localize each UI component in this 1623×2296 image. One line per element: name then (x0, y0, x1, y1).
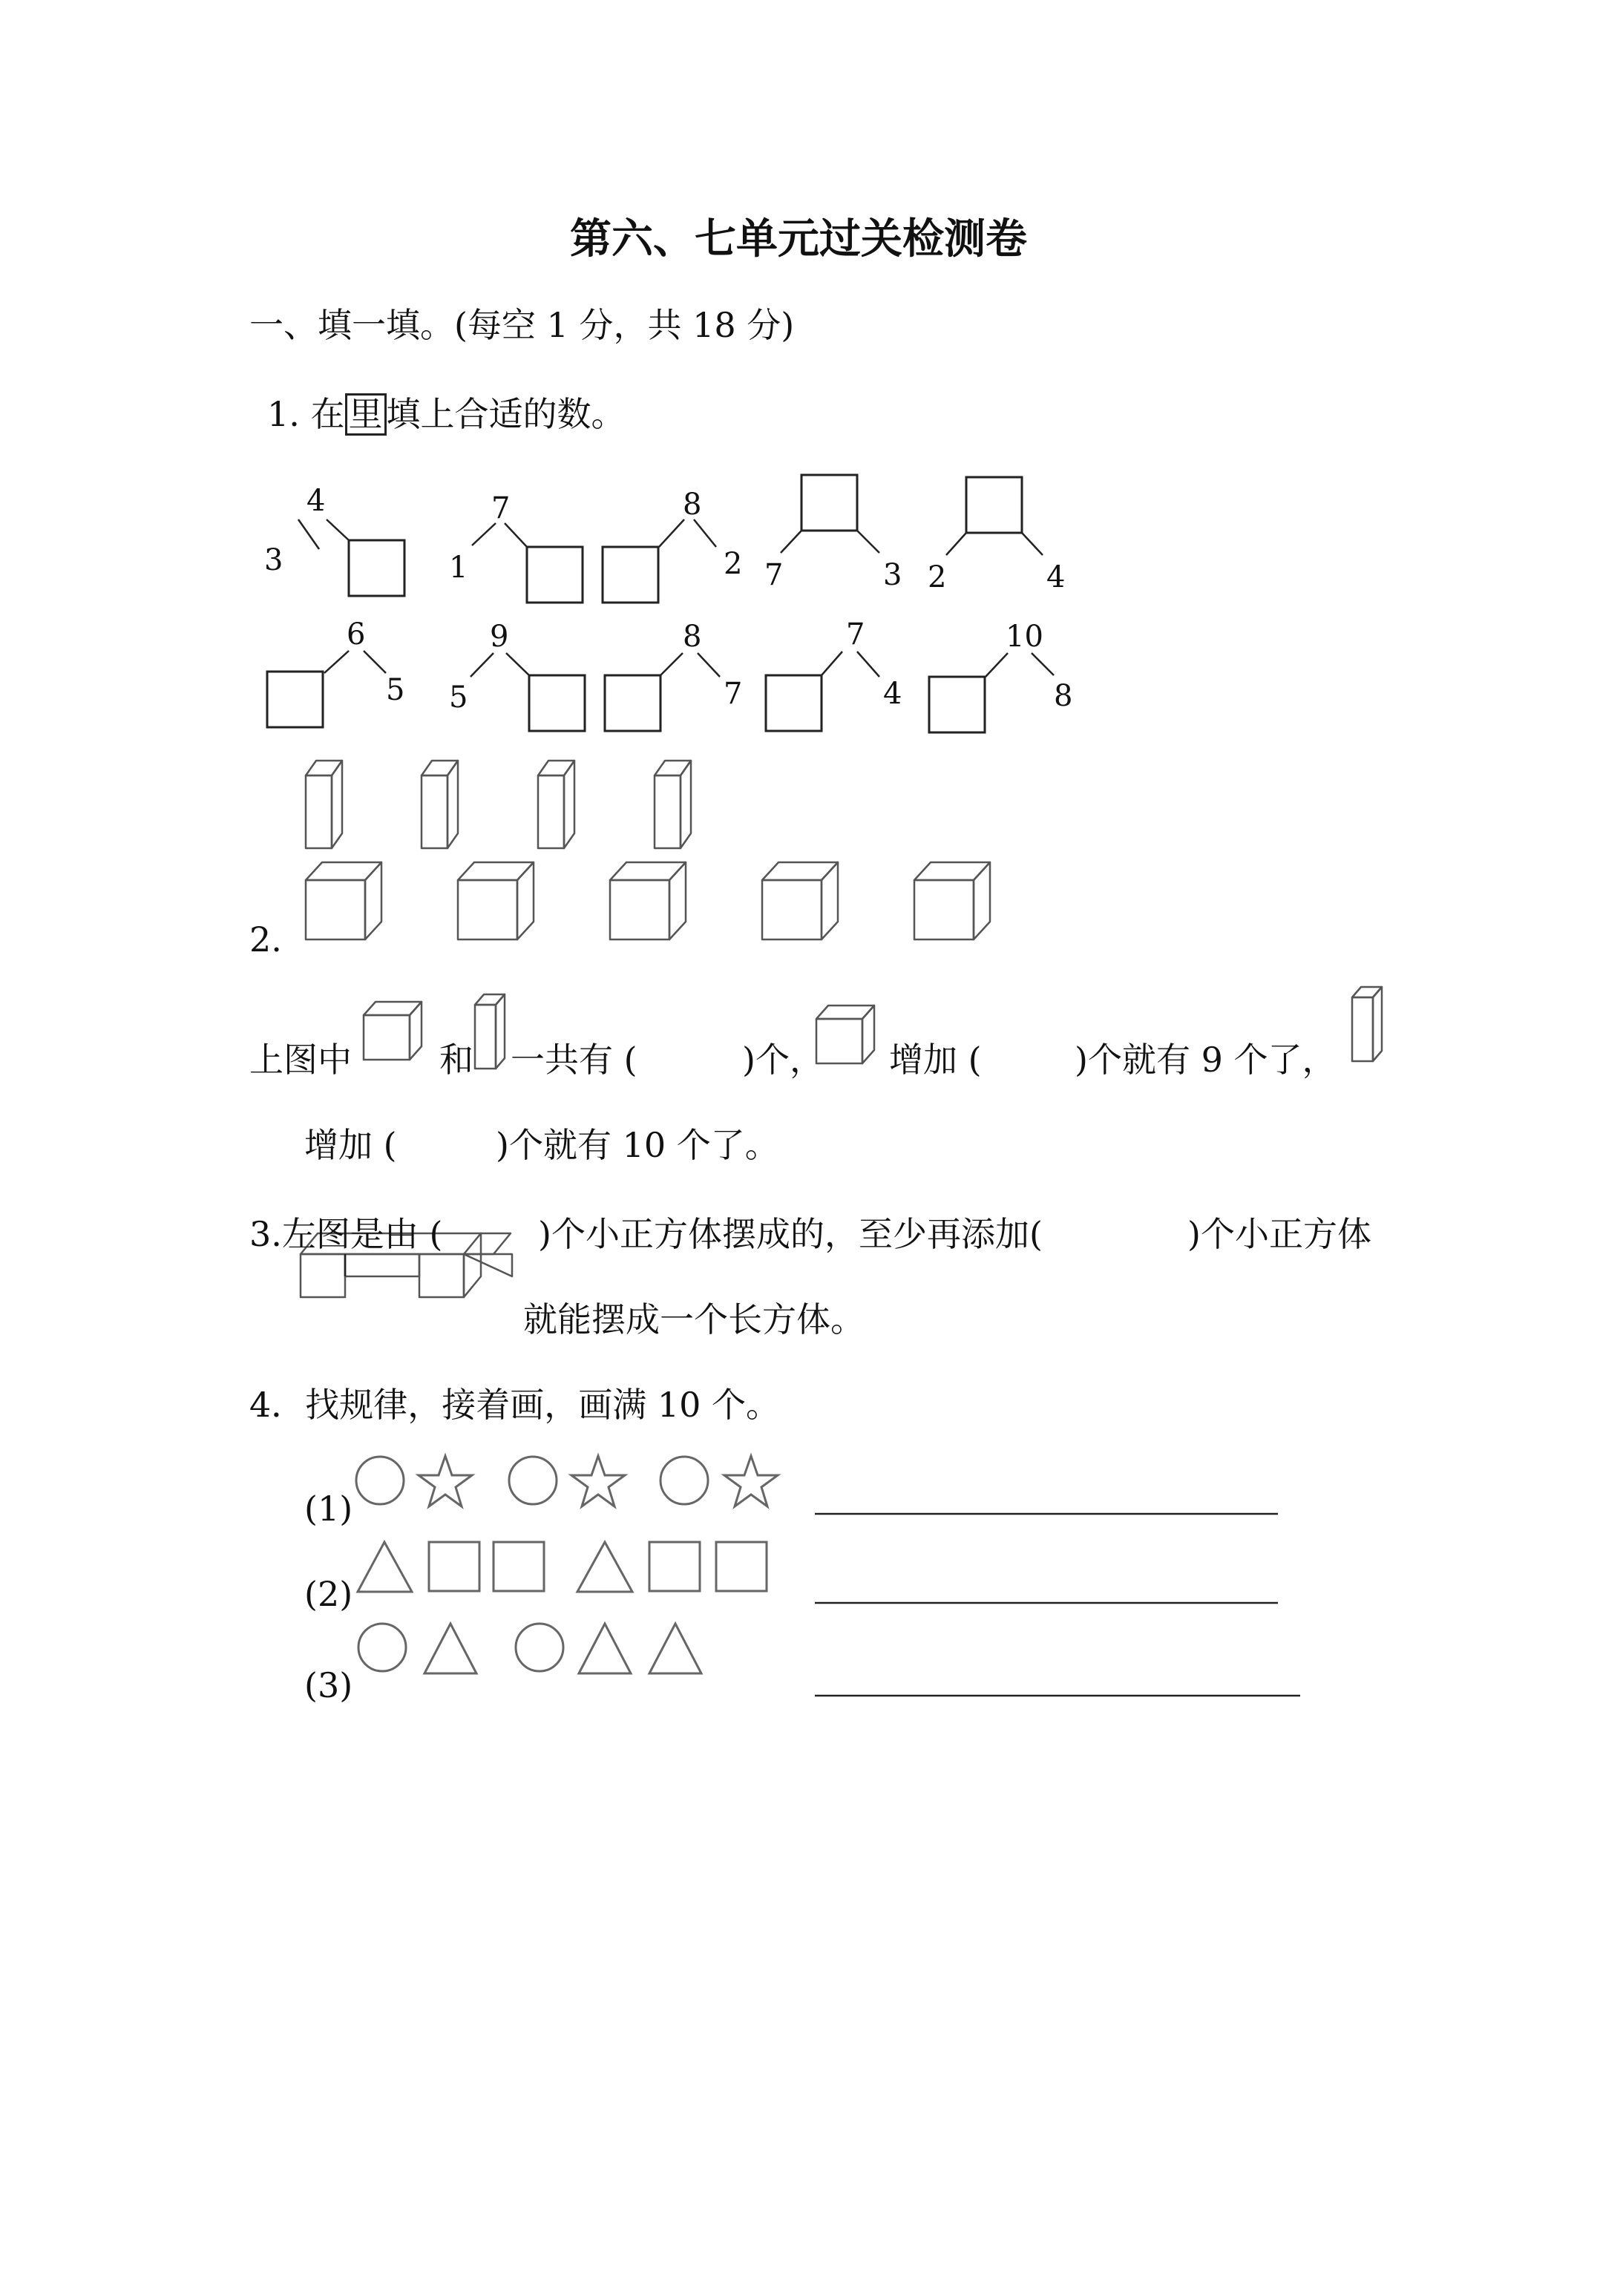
q2-line1-d: )个， (742, 1040, 824, 1080)
triangle-icon (579, 1624, 631, 1673)
q3-a: 3.左图是由 ( (249, 1214, 443, 1254)
triangle-icon (577, 1542, 632, 1592)
q3-d: 就能摆成一个长方体。 (523, 1299, 865, 1339)
q2-line1-c: 一共有 ( (511, 1040, 637, 1080)
circle-icon (660, 1457, 708, 1504)
bond-9-top: 7 (846, 617, 865, 652)
q1-prefix: 1. 在 (267, 394, 345, 434)
bond-3-top: 8 (683, 488, 702, 522)
square-icon (494, 1542, 544, 1591)
bond-4-left: 7 (764, 558, 784, 592)
bond-6-right: 5 (386, 673, 405, 707)
q1-boxed-char: 里 (345, 393, 387, 436)
circle-icon (516, 1624, 563, 1671)
triangle-icon (649, 1624, 701, 1673)
triangle-icon (424, 1624, 476, 1673)
bond-5-right: 4 (1046, 560, 1066, 594)
bond-7-top: 9 (490, 620, 509, 654)
q2-number: 2. (249, 919, 282, 960)
pattern-row-2 (358, 1542, 767, 1592)
q2-line1-f: )个就有 9 个了， (1075, 1040, 1337, 1080)
bond-9-right: 4 (883, 677, 902, 711)
square-icon (429, 1542, 479, 1591)
square-icon (716, 1542, 767, 1591)
bond-4-right: 3 (883, 558, 902, 592)
bond-1-left: 3 (264, 543, 283, 577)
square-icon (649, 1542, 700, 1591)
star-icon (571, 1456, 625, 1506)
q2-line1-a: 上图中 (249, 1040, 352, 1080)
pattern-row-1 (356, 1456, 778, 1506)
q2-line2-b: )个就有 10 个了。 (496, 1125, 779, 1165)
q2-line1-b: 和 (439, 1040, 473, 1080)
star-icon (724, 1456, 778, 1506)
bond-2-top: 7 (491, 491, 511, 525)
q4-heading: 4．找规律，接着画，画满 10 个。 (249, 1385, 781, 1425)
bond-1-top: 4 (306, 484, 326, 518)
q4-label-1: (1) (304, 1489, 353, 1529)
page-title: 第六、七单元过关检测卷 (570, 215, 1027, 263)
q4-label-2: (2) (304, 1574, 353, 1614)
bond-7-left: 5 (449, 680, 468, 715)
q3-b: )个小正方体摆成的，至少再添加( (538, 1214, 1043, 1254)
bond-8-right: 7 (724, 677, 743, 711)
q4-label-3: (3) (304, 1665, 353, 1705)
pattern-row-3 (358, 1624, 701, 1673)
bond-3-right: 2 (724, 547, 743, 581)
circle-icon (509, 1457, 557, 1504)
section-1-heading: 一、填一填。(每空 1 分，共 18 分) (249, 305, 795, 345)
circle-icon (356, 1457, 404, 1504)
bond-2-left: 1 (449, 551, 468, 585)
bond-5-left: 2 (928, 560, 947, 594)
bond-10-top: 10 (1006, 620, 1043, 654)
circle-icon (358, 1624, 406, 1671)
q2-line2-a: 增加 ( (304, 1125, 397, 1165)
q3-c: )个小正方体 (1187, 1214, 1371, 1254)
bond-10-right: 8 (1054, 679, 1073, 713)
q1-suffix: 填上合适的数。 (386, 394, 626, 434)
bond-6-top: 6 (347, 617, 366, 652)
q2-line1-e: 增加 ( (889, 1040, 982, 1080)
bond-8-top: 8 (683, 620, 702, 654)
star-icon (419, 1456, 472, 1506)
triangle-icon (358, 1542, 412, 1592)
